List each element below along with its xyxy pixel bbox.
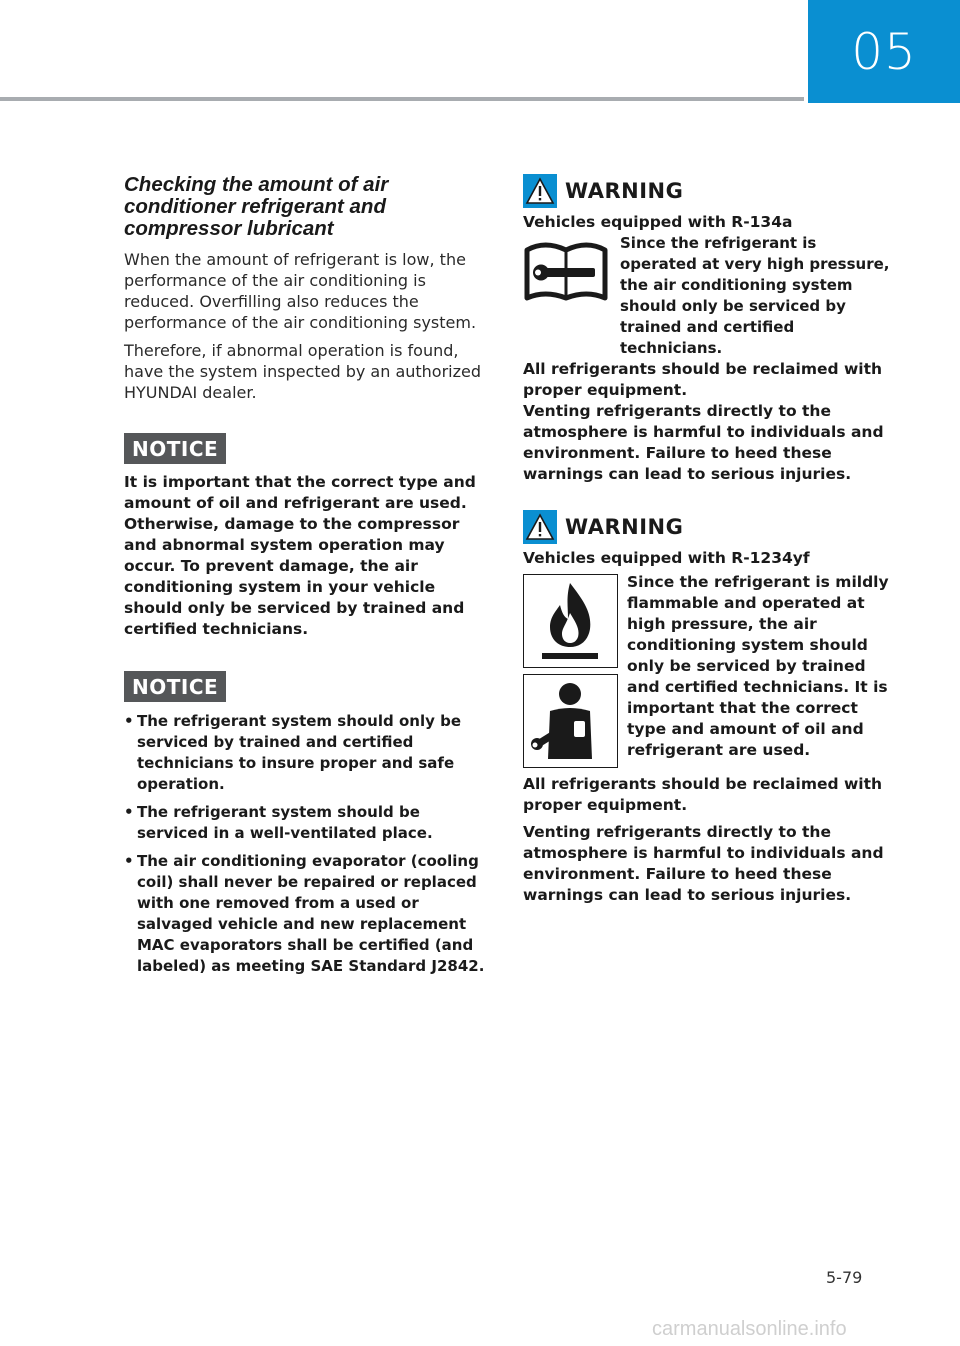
warning-header: [523, 174, 895, 208]
notice-badge: NOTICE: [124, 433, 226, 464]
warning-triangle-icon: [523, 510, 557, 544]
notice-list: [124, 711, 486, 977]
warning-triangle-icon: [523, 174, 557, 208]
section-heading: Checking the amount of air conditioner refrigerant and compressor lubricant: [124, 173, 389, 240]
list-item: • The refrigerant system should only be serviced by trained and certified technicians to insure proper and safe operation.: [124, 712, 462, 793]
technician-figure: [523, 674, 618, 768]
notice-block: [124, 671, 486, 977]
body-paragraph: Therefore, if abnormal operation is found, have the system inspected by an authorized HYUNDAI dealer.: [124, 341, 482, 402]
warning-text: Venting refrigerants directly to the atmosphere is harmful to individuals and environment. Failure to heed these warnings can lead to serious injuries.: [523, 823, 884, 904]
warning-figure-row: [523, 574, 895, 768]
warning-subtitle: Vehicles equipped with R-1234yf: [523, 549, 810, 567]
warning-text: All refrigerants should be reclaimed with proper equipment. Venting refrigerants directly to the atmosphere is harmful to individuals and environment. Failure to heed these warnings can lead to serious injuries.: [523, 360, 884, 483]
watermark: carmanualsonline.info: [652, 1318, 847, 1340]
right-column: [523, 174, 895, 906]
flammable-figure: [523, 574, 618, 668]
left-column: [124, 174, 486, 984]
notice-block: [124, 433, 486, 640]
list-item: • The refrigerant system should be serviced in a well-ventilated place.: [124, 803, 433, 842]
warning-figure-row: [523, 233, 895, 359]
warning-block: [523, 174, 895, 485]
flammable-icon: [524, 575, 616, 666]
warning-text: Since the refrigerant is mildly flammable and operated at high pressure, the air conditioning system should only be serviced by trained and certified technicians. It is important that the correct type and amount of oil and refrigerant are used.: [627, 573, 889, 759]
list-item: • The air conditioning evaporator (cooling coil) shall never be repaired or replaced with one removed from a used or salvaged vehicle and new replacement MAC evaporators shall be certified (and labeled) as meeting SAE Standard J2842.: [124, 852, 485, 975]
warning-header: [523, 510, 895, 544]
page-number: 5-79: [826, 1268, 863, 1287]
warning-text: All refrigerants should be reclaimed with proper equipment.: [523, 775, 883, 814]
body-paragraph: When the amount of refrigerant is low, the performance of the air conditioning is reduced. Overfilling also reduces the performance of the air conditioning system.: [124, 250, 477, 332]
warning-text: Since the refrigerant is operated at very high pressure, the air conditioning system should only be serviced by trained and certified technicians.: [620, 234, 890, 357]
figure-stack: [523, 574, 618, 768]
chapter-tab: [808, 0, 960, 103]
notice-text: It is important that the correct type and amount of oil and refrigerant are used. Otherwise, damage to the compressor and abnormal system operation may occur. To prevent damage, the air conditioning system in your vehicle should only be serviced by trained and certified technicians.: [124, 473, 476, 638]
service-manual-icon: [523, 238, 609, 302]
warning-block: [523, 510, 895, 906]
warning-label: WARNING: [565, 515, 684, 539]
technician-icon: [524, 675, 616, 766]
header-rule: [0, 97, 804, 101]
chapter-number: 05: [851, 22, 917, 81]
notice-badge: NOTICE: [124, 671, 226, 702]
warning-subtitle: Vehicles equipped with R-134a: [523, 213, 793, 231]
warning-label: WARNING: [565, 179, 684, 203]
